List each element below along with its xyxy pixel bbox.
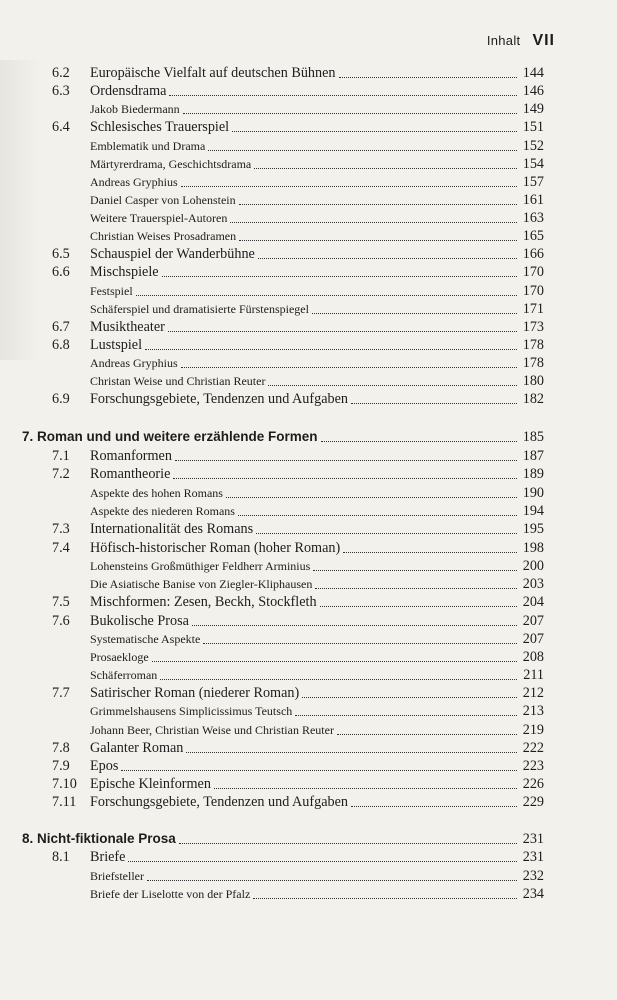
toc-entry-number: 7.9 bbox=[52, 758, 70, 774]
toc-entry-title: Romanformen bbox=[90, 448, 172, 464]
dot-leader bbox=[256, 533, 517, 534]
toc-entry-page: 223 bbox=[522, 758, 544, 774]
dot-leader bbox=[186, 752, 516, 753]
dot-leader bbox=[295, 715, 516, 716]
toc-section-entry[interactable] bbox=[0, 64, 617, 82]
toc-section-entry[interactable] bbox=[0, 465, 617, 483]
running-header-title: Inhalt bbox=[486, 33, 521, 48]
dot-leader bbox=[121, 770, 516, 771]
toc-entry-page: 219 bbox=[522, 722, 544, 738]
dot-leader bbox=[343, 552, 517, 553]
toc-section-entry[interactable] bbox=[0, 318, 617, 336]
toc-entry-title: Epos bbox=[90, 758, 119, 774]
toc-subentry[interactable] bbox=[0, 137, 617, 155]
dot-leader bbox=[254, 168, 516, 169]
toc-entry-page: 170 bbox=[522, 283, 544, 299]
dot-leader bbox=[226, 497, 517, 498]
toc-entry-number: 7.2 bbox=[52, 466, 70, 482]
toc-entry-page: 190 bbox=[522, 485, 544, 501]
toc-entry-page: 152 bbox=[522, 138, 544, 154]
toc-entry-title: Festspiel bbox=[90, 284, 133, 298]
dot-leader bbox=[181, 367, 517, 368]
toc-entry-title: Mischspiele bbox=[90, 264, 159, 280]
toc-entry-page: 231 bbox=[522, 831, 544, 847]
toc-subentry[interactable] bbox=[0, 155, 617, 173]
toc-subentry[interactable] bbox=[0, 575, 617, 593]
toc-section-entry[interactable] bbox=[0, 739, 617, 757]
toc-section-entry[interactable] bbox=[0, 684, 617, 702]
dot-leader bbox=[192, 625, 517, 626]
toc-entry-title: Schauspiel der Wanderbühne bbox=[90, 246, 255, 262]
toc-section-entry[interactable] bbox=[0, 593, 617, 611]
dot-leader bbox=[214, 788, 517, 789]
dot-leader bbox=[313, 570, 516, 571]
toc-chapter-entry[interactable] bbox=[0, 830, 617, 848]
toc-section-entry[interactable] bbox=[0, 447, 617, 465]
toc-entry-title: Galanter Roman bbox=[90, 740, 184, 756]
toc-entry-page: 232 bbox=[522, 868, 544, 884]
toc-entry-title: Internationalität des Romans bbox=[90, 521, 254, 537]
toc-entry-number: 8.1 bbox=[52, 849, 70, 865]
running-header bbox=[487, 32, 555, 50]
toc-entry-page: 161 bbox=[522, 192, 544, 208]
toc-entry-title: Satirischer Roman (niederer Roman) bbox=[90, 685, 300, 701]
toc-subentry[interactable] bbox=[0, 648, 617, 666]
toc-entry-title: Romantheorie bbox=[90, 466, 171, 482]
dot-leader bbox=[258, 258, 517, 259]
dot-leader bbox=[183, 113, 517, 114]
dot-leader bbox=[351, 403, 517, 404]
toc-entry-number: 7.4 bbox=[52, 540, 70, 556]
dot-leader bbox=[169, 95, 516, 96]
toc-entry-page: 226 bbox=[522, 776, 544, 792]
toc-entry-page: 234 bbox=[522, 886, 544, 902]
dot-leader bbox=[181, 186, 517, 187]
toc-entry-number: 7.6 bbox=[52, 613, 70, 629]
toc-entry-title: Andreas Gryphius bbox=[90, 356, 178, 370]
toc-section-entry[interactable] bbox=[0, 245, 617, 263]
toc-entry-title: Europäische Vielfalt auf deutschen Bühnen bbox=[90, 65, 336, 81]
running-header-page-number: VII bbox=[532, 32, 555, 49]
dot-leader bbox=[128, 861, 516, 862]
toc-section-entry[interactable] bbox=[0, 757, 617, 775]
toc-subentry[interactable] bbox=[0, 191, 617, 209]
toc-subentry[interactable] bbox=[0, 354, 617, 372]
toc-entry-title: 7. Roman und und weitere erzählende Formen bbox=[22, 429, 318, 444]
toc-entry-title: Jakob Biedermann bbox=[90, 102, 180, 116]
toc-entry-page: 212 bbox=[522, 685, 544, 701]
dot-leader bbox=[339, 77, 517, 78]
toc-entry-page: 185 bbox=[522, 429, 544, 445]
dot-leader bbox=[268, 385, 516, 386]
toc-section-entry[interactable] bbox=[0, 848, 617, 866]
dot-leader bbox=[179, 843, 517, 844]
toc-entry-number: 7.1 bbox=[52, 448, 70, 464]
toc-entry-page: 149 bbox=[522, 101, 544, 117]
dot-leader bbox=[152, 661, 517, 662]
toc-entry-title: Lohensteins Großmüthiger Feldherr Arminius bbox=[90, 559, 311, 573]
toc-entry-title: Briefe der Liselotte von der Pfalz bbox=[90, 887, 251, 901]
toc-subentry[interactable] bbox=[0, 372, 617, 390]
toc-entry-title: Bukolische Prosa bbox=[90, 613, 189, 629]
toc-entry-title: Die Asiatische Banise von Ziegler-Kliphausen bbox=[90, 577, 313, 591]
toc-subentry[interactable] bbox=[0, 484, 617, 502]
dot-leader bbox=[253, 898, 516, 899]
toc-entry-number: 7.11 bbox=[52, 794, 77, 810]
toc-section-entry[interactable] bbox=[0, 390, 617, 408]
toc-entry-page: 207 bbox=[522, 631, 544, 647]
dot-leader bbox=[239, 204, 517, 205]
toc-entry-title: Märtyrerdrama, Geschichtsdrama bbox=[90, 157, 252, 171]
dot-leader bbox=[168, 331, 517, 332]
toc-entry-number: 6.8 bbox=[52, 337, 70, 353]
toc-entry-title: 8. Nicht-fiktionale Prosa bbox=[22, 831, 176, 846]
toc-entry-title: Christan Weise und Christian Reuter bbox=[90, 374, 266, 388]
toc-entry-page: 170 bbox=[522, 264, 544, 280]
dot-leader bbox=[302, 697, 517, 698]
toc-entry-title: Forschungsgebiete, Tendenzen und Aufgaben bbox=[90, 794, 348, 810]
toc-subentry[interactable] bbox=[0, 630, 617, 648]
toc-entry-page: 195 bbox=[522, 521, 544, 537]
toc-entry-title: Epische Kleinformen bbox=[90, 776, 211, 792]
toc-subentry[interactable] bbox=[0, 300, 617, 318]
toc-entry-number: 7.5 bbox=[52, 594, 70, 610]
toc-entry-page: 178 bbox=[522, 337, 544, 353]
toc-entry-number: 6.7 bbox=[52, 319, 70, 335]
toc-entry-page: 178 bbox=[522, 355, 544, 371]
toc-entry-title: Schäferspiel und dramatisierte Fürstenspiegel bbox=[90, 302, 309, 316]
toc-entry-title: Aspekte des niederen Romans bbox=[90, 504, 235, 518]
toc-entry-title: Prosaekloge bbox=[90, 650, 149, 664]
toc-entry-page: 187 bbox=[522, 448, 544, 464]
toc-entry-page: 194 bbox=[522, 503, 544, 519]
toc-entry-page: 146 bbox=[522, 83, 544, 99]
dot-leader bbox=[321, 441, 517, 442]
toc-entry-page: 198 bbox=[522, 540, 544, 556]
toc-entry-page: 200 bbox=[522, 558, 544, 574]
dot-leader bbox=[312, 313, 517, 314]
toc-entry-title: Forschungsgebiete, Tendenzen und Aufgaben bbox=[90, 391, 348, 407]
toc-entry-title: Briefsteller bbox=[90, 869, 144, 883]
dot-leader bbox=[175, 460, 517, 461]
toc-entry-page: 207 bbox=[522, 613, 544, 629]
toc-entry-page: 229 bbox=[522, 794, 544, 810]
toc-subentry[interactable] bbox=[0, 282, 617, 300]
toc-entry-number: 6.6 bbox=[52, 264, 70, 280]
toc-entry-number: 6.4 bbox=[52, 119, 70, 135]
dot-leader bbox=[162, 276, 517, 277]
toc-entry-title: Weitere Trauerspiel-Autoren bbox=[90, 211, 228, 225]
toc-section-entry[interactable] bbox=[0, 775, 617, 793]
toc-entry-page: 204 bbox=[522, 594, 544, 610]
toc-entry-page: 222 bbox=[522, 740, 544, 756]
dot-leader bbox=[315, 588, 516, 589]
toc-entry-page: 208 bbox=[522, 649, 544, 665]
toc-entry-page: 163 bbox=[522, 210, 544, 226]
toc-entry-title: Daniel Casper von Lohenstein bbox=[90, 193, 236, 207]
toc-subentry[interactable] bbox=[0, 666, 617, 684]
toc-subentry[interactable] bbox=[0, 173, 617, 191]
toc-subentry[interactable] bbox=[0, 702, 617, 720]
toc-entry-title: Johann Beer, Christian Weise und Christian Reuter bbox=[90, 723, 334, 737]
toc-entry-page: 154 bbox=[522, 156, 544, 172]
toc-entry-number: 6.5 bbox=[52, 246, 70, 262]
toc-entry-title: Lustspiel bbox=[90, 337, 143, 353]
toc-entry-number: 6.3 bbox=[52, 83, 70, 99]
dot-leader bbox=[320, 606, 517, 607]
toc-entry-title: Grimmelshausens Simplicissimus Teutsch bbox=[90, 704, 293, 718]
toc-entry-page: 203 bbox=[522, 576, 544, 592]
toc-entry-title: Aspekte des hohen Romans bbox=[90, 486, 223, 500]
toc-entry-page: 157 bbox=[522, 174, 544, 190]
toc-entry-title: Ordensdrama bbox=[90, 83, 167, 99]
toc-entry-title: Musiktheater bbox=[90, 319, 165, 335]
toc-entry-page: 189 bbox=[522, 466, 544, 482]
toc-section-entry[interactable] bbox=[0, 612, 617, 630]
dot-leader bbox=[230, 222, 516, 223]
toc-entry-title: Schlesisches Trauerspiel bbox=[90, 119, 230, 135]
toc-entry-title: Emblematik und Drama bbox=[90, 139, 206, 153]
toc-entry-page: 182 bbox=[522, 391, 544, 407]
toc-entry-page: 231 bbox=[522, 849, 544, 865]
toc-subentry[interactable] bbox=[0, 867, 617, 885]
toc-entry-number: 7.7 bbox=[52, 685, 70, 701]
toc-subentry[interactable] bbox=[0, 721, 617, 739]
dot-leader bbox=[232, 131, 517, 132]
toc-section-entry[interactable] bbox=[0, 520, 617, 538]
toc-entry-page: 144 bbox=[522, 65, 544, 81]
toc-subentry[interactable] bbox=[0, 885, 617, 903]
toc-entry-number: 6.9 bbox=[52, 391, 70, 407]
toc-entry-title: Höfisch-historischer Roman (hoher Roman) bbox=[90, 540, 341, 556]
toc-subentry[interactable] bbox=[0, 502, 617, 520]
dot-leader bbox=[136, 295, 517, 296]
toc-entry-page: 171 bbox=[522, 301, 544, 317]
toc-entry-title: Systematische Aspekte bbox=[90, 632, 201, 646]
toc-subentry[interactable] bbox=[0, 557, 617, 575]
dot-leader bbox=[160, 679, 517, 680]
dot-leader bbox=[208, 150, 516, 151]
toc-entry-page: 213 bbox=[522, 703, 544, 719]
toc-entry-title: Schäferroman bbox=[90, 668, 158, 682]
toc-section-entry[interactable] bbox=[0, 336, 617, 354]
toc-entry-page: 211 bbox=[523, 667, 544, 683]
dot-leader bbox=[238, 515, 517, 516]
toc-entry-title: Christian Weises Prosadramen bbox=[90, 229, 237, 243]
toc-entry-number: 6.2 bbox=[52, 65, 70, 81]
toc-section-entry[interactable] bbox=[0, 263, 617, 281]
dot-leader bbox=[173, 478, 516, 479]
toc-subentry[interactable] bbox=[0, 209, 617, 227]
toc-subentry[interactable] bbox=[0, 227, 617, 245]
dot-leader bbox=[337, 734, 517, 735]
toc-entry-title: Andreas Gryphius bbox=[90, 175, 178, 189]
toc-section-entry[interactable] bbox=[0, 118, 617, 136]
toc-section-entry[interactable] bbox=[0, 793, 617, 811]
toc-entry-page: 180 bbox=[522, 373, 544, 389]
toc-section-entry[interactable] bbox=[0, 539, 617, 557]
toc-entry-number: 7.8 bbox=[52, 740, 70, 756]
toc-chapter-entry[interactable] bbox=[0, 428, 617, 446]
toc-entry-page: 166 bbox=[522, 246, 544, 262]
dot-leader bbox=[145, 349, 517, 350]
toc-entry-number: 7.3 bbox=[52, 521, 70, 537]
toc-entry-title: Briefe bbox=[90, 849, 126, 865]
toc-section-entry[interactable] bbox=[0, 82, 617, 100]
dot-leader bbox=[203, 643, 516, 644]
dot-leader bbox=[239, 240, 517, 241]
toc-entry-page: 173 bbox=[522, 319, 544, 335]
toc-entry-number: 7.10 bbox=[52, 776, 77, 792]
dot-leader bbox=[351, 806, 517, 807]
toc-entry-page: 151 bbox=[522, 119, 544, 135]
toc-entry-page: 165 bbox=[522, 228, 544, 244]
dot-leader bbox=[147, 880, 517, 881]
toc-entry-title: Mischformen: Zesen, Beckh, Stockfleth bbox=[90, 594, 317, 610]
toc-subentry[interactable] bbox=[0, 100, 617, 118]
